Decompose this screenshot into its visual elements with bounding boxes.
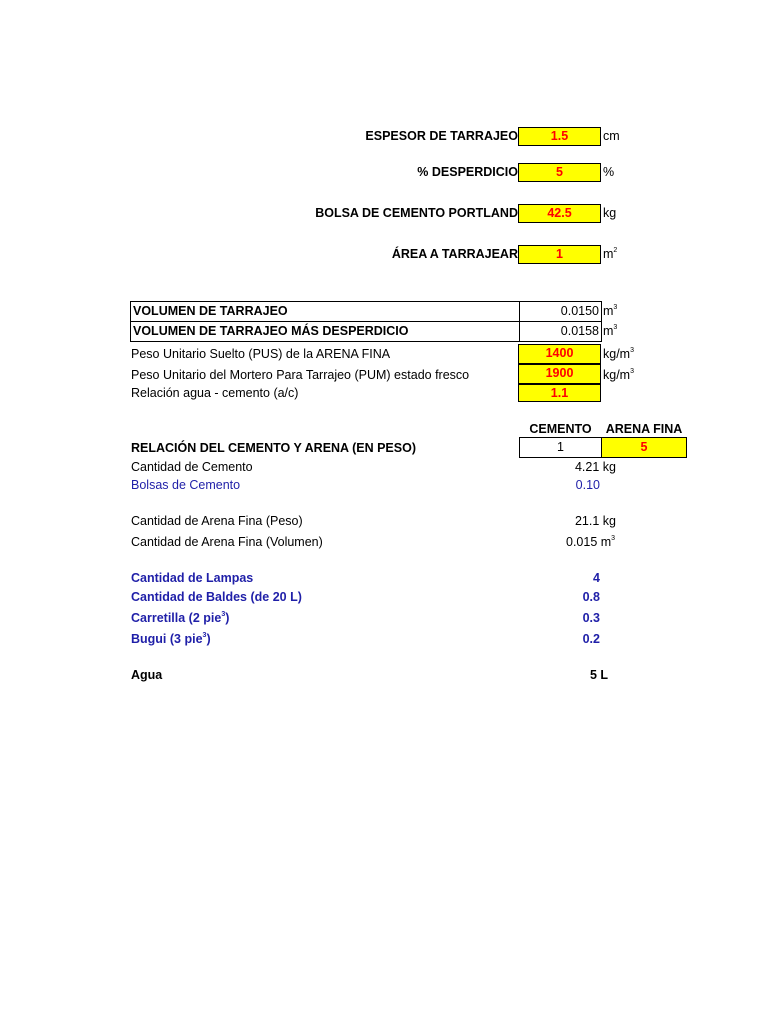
bolsas-value: 0.10 <box>575 478 600 492</box>
relacion-arena-input[interactable]: 5 <box>601 437 687 458</box>
lampas-label: Cantidad de Lampas <box>131 571 254 585</box>
bolsas-label: Bolsas de Cemento <box>131 478 241 492</box>
desperdicio-input[interactable]: 5 <box>518 163 601 182</box>
vol-desperdicio-value: 0.0158 <box>519 321 602 342</box>
vol-tarrajeo-label: VOLUMEN DE TARRAJEO <box>130 301 520 322</box>
pus-unit: $kg/m^3$ <box>603 347 634 361</box>
ac-label: Relación agua - cemento (a/c) <box>131 386 299 400</box>
bolsa-unit: kg <box>603 206 617 220</box>
baldes-label: Cantidad de Baldes (de 20 L) <box>131 590 302 604</box>
carretilla-value: 0.3 <box>582 611 600 625</box>
bolsa-input[interactable]: 42.5 <box>518 204 601 223</box>
bugui-value: 0.2 <box>582 632 600 646</box>
pus-label: Peso Unitario Suelto (PUS) de la ARENA FINA <box>131 347 391 361</box>
area-label: ÁREA A TARRAJEAR <box>391 247 518 261</box>
arena-vol-value: 0.015 $m^3$ <box>566 535 616 549</box>
area-input[interactable]: 1 <box>518 245 601 264</box>
desperdicio-unit: % <box>603 165 615 179</box>
arena-peso-label: Cantidad de Arena Fina (Peso) <box>131 514 303 528</box>
lampas-value: 4 <box>593 571 600 585</box>
pum-label: Peso Unitario del Mortero Para Tarrajeo (PUM) estado fresco <box>131 368 470 382</box>
vol-desperdicio-label: VOLUMEN DE TARRAJEO MÁS DESPERDICIO <box>130 321 520 342</box>
cant-cemento-label: Cantidad de Cemento <box>131 460 253 474</box>
agua-label: Agua <box>131 668 163 682</box>
agua-value: 5 L <box>589 668 608 682</box>
arena-peso-value: 21.1 kg <box>574 514 616 528</box>
espesor-input[interactable]: 1.5 <box>518 127 601 146</box>
bugui-label: Bugui (3 pie$^3$) <box>131 632 211 646</box>
col-arena-header: ARENA FINA <box>605 422 683 436</box>
pum-unit: $kg/m^3$ <box>603 368 634 382</box>
vol-tarrajeo-value: 0.0150 <box>519 301 602 322</box>
area-unit: $m^2$ <box>603 247 618 261</box>
pus-input[interactable]: 1400 <box>518 344 601 364</box>
arena-vol-label: Cantidad de Arena Fina (Volumen) <box>131 535 323 549</box>
desperdicio-label: % DESPERDICIO <box>417 165 518 179</box>
pum-input[interactable]: 1900 <box>518 364 601 384</box>
espesor-label: ESPESOR DE TARRAJEO <box>365 129 518 143</box>
vol-tarrajeo-unit: $m^3$ <box>603 304 618 318</box>
carretilla-label: Carretilla (2 pie$^3$) <box>131 611 230 625</box>
vol-desperdicio-unit: $m^3$ <box>603 324 618 338</box>
ac-input[interactable]: 1.1 <box>518 384 601 402</box>
relacion-cemento-value: 1 <box>519 437 602 458</box>
relacion-label: RELACIÓN DEL CEMENTO Y ARENA (EN PESO) <box>131 441 416 455</box>
bolsa-label: BOLSA DE CEMENTO PORTLAND <box>315 206 518 220</box>
espesor-unit: cm <box>603 129 620 143</box>
cant-cemento-value: 4.21 kg <box>574 460 616 474</box>
baldes-value: 0.8 <box>582 590 600 604</box>
col-cemento-header: CEMENTO <box>529 422 592 436</box>
